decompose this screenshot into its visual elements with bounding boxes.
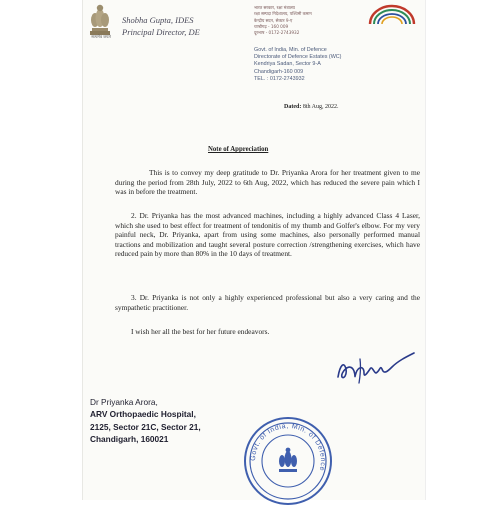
paragraph-2: 2. Dr. Priyanka has the most advanced machines, including a highly advanced Class 4 Laser, which she used to best effect for treatment of tendonitis of my thumb and Golfer's elbow. For my very painful neck, Dr. Priyanka, apart from using some machines, also personally performed manual tractions and mobilization and taught several posture correction /strengthening exercises, which have reduced pain by more than 80% in the 10 days of treatment. — [115, 211, 420, 259]
hindi-address-line: दूरभाष - 0172-2743932 — [254, 30, 300, 36]
letter-page — [82, 0, 426, 500]
hindi-address-line: चण्डीगढ़ - 160 009 — [254, 23, 289, 29]
national-emblem-icon — [88, 2, 112, 38]
sender-title: Principal Director, DE — [122, 27, 200, 37]
hindi-address-line: केन्द्रीय सदन, सेक्टर 9-ए — [254, 17, 293, 23]
paragraph-3: 3. Dr. Priyanka is not only a highly experienced professional but also a very caring and the sympathetic practitioner. — [115, 293, 420, 312]
stamp-ring-text: Govt. of India, Min. of Defence — [249, 422, 327, 472]
sender-name: Shobha Gupta, IDES — [122, 15, 194, 25]
date-label: Dated: — [284, 104, 302, 110]
recipient-name: Dr Priyanka Arora, — [90, 397, 158, 407]
recipient-address-line: 2125, Sector 21C, Sector 21, — [90, 421, 201, 432]
letter-date — [284, 104, 339, 110]
letter-heading: Note of Appreciation — [208, 146, 269, 153]
address-line: Kendriya Sadan, Sector 9-A — [254, 61, 321, 68]
hindi-address-line: भारत सरकार, रक्षा मंत्रालय — [254, 5, 295, 10]
recipient-address-line: ARV Orthopaedic Hospital, — [90, 409, 196, 420]
address-line: Chandigarh-160 009 — [254, 68, 304, 75]
address-line: TEL. : 0172-2743932 — [254, 75, 305, 82]
date-value: 8th Aug, 2022. — [302, 104, 339, 110]
paragraph-1: This is to convey my deep gratitude to Dr. Priyanka Arora for her treatment given to me during the period from 28th July, 2022 to 6th Aug, 2022, which has reduced the severe pain which I was in before the treatment. — [115, 168, 420, 197]
hindi-address-line: रक्षा सम्पदा निदेशालय, पश्चिमी कमान — [254, 11, 312, 17]
recipient-address-line: Chandigarh, 160021 — [90, 434, 169, 445]
handwritten-signature — [330, 347, 416, 389]
stamp-emblem-icon — [279, 448, 297, 472]
department-logo-icon — [364, 2, 420, 28]
address-line: Directorate of Defence Estates (WC) — [254, 54, 342, 61]
paragraph-closing: I wish her all the best for her future endeavors. — [131, 327, 270, 336]
address-line: Govt. of India, Min. of Defence — [254, 47, 327, 53]
sender-block — [122, 14, 200, 38]
english-address — [254, 47, 341, 83]
hindi-address — [254, 5, 312, 36]
emblem-caption: सत्यमेव जयते — [91, 34, 111, 39]
recipient-block — [90, 396, 201, 446]
official-stamp — [242, 415, 334, 507]
